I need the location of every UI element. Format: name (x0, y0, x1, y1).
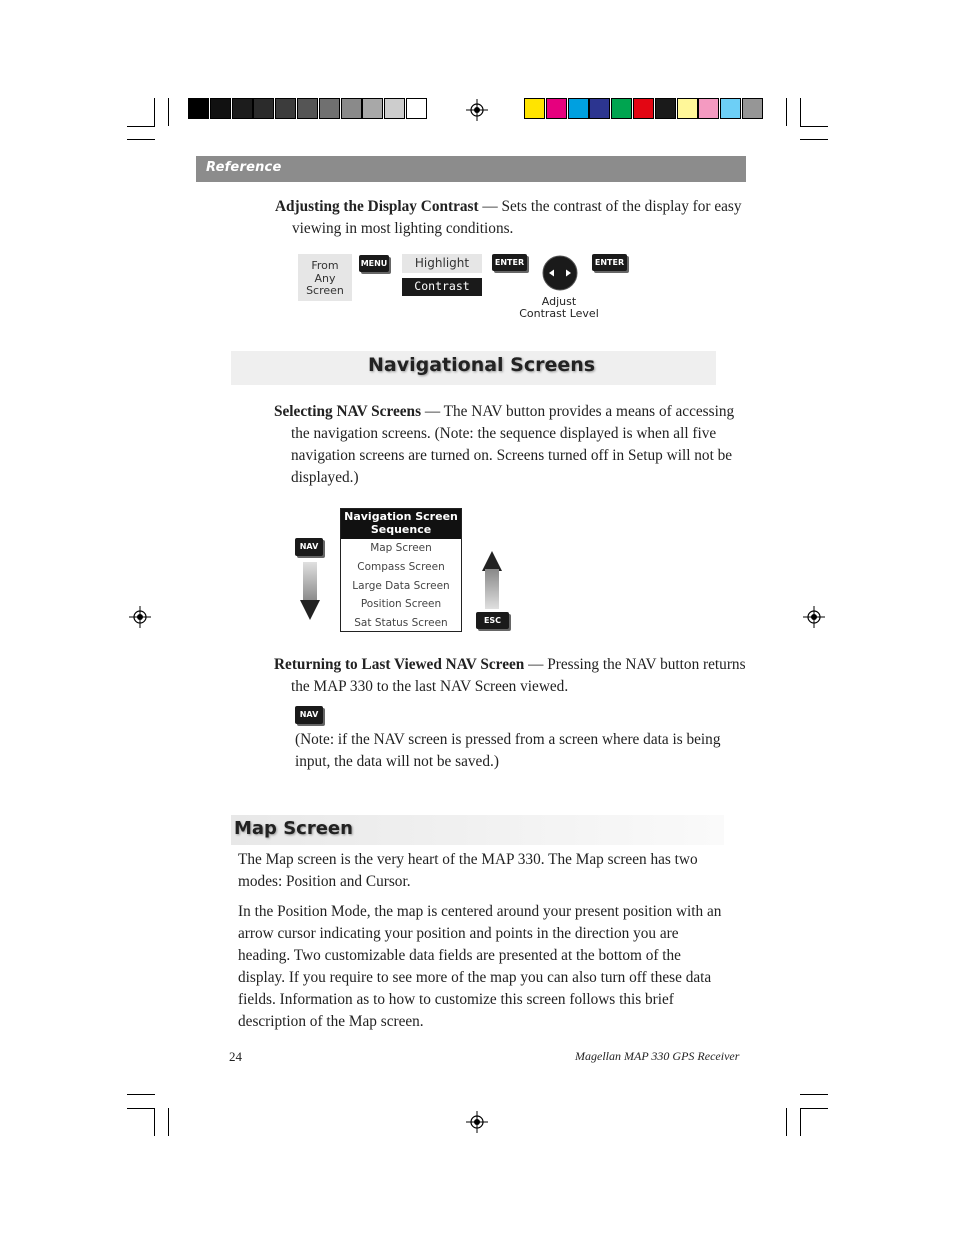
contrast-text: — Sets the contrast of the display for easy viewing in most lighting conditions. (292, 198, 742, 237)
sequence-item-map: Map Screen (370, 542, 432, 554)
enter-key-button[interactable]: ENTER (492, 254, 527, 271)
nav-section-title: Navigational Screens (368, 354, 596, 376)
arrow-up-icon (480, 549, 504, 611)
page-number: 24 (229, 1049, 242, 1064)
sequence-table-header (341, 509, 461, 539)
product-name: Magellan MAP 330 GPS Receiver (575, 1049, 740, 1063)
sequence-header-line: Sequence (370, 522, 432, 536)
gray-swatch (253, 98, 274, 119)
menu-key-button[interactable]: MENU (359, 255, 389, 272)
map-paragraph-2: In the Position Mode, the map is centered around your present position with an arrow cursor indicating your position and points in the direction you are heading. Two customizable data fields are presented at the bottom of the display. If you require to see more of the map you can also turn off these data fields. Information as to how to customize this screen follows this brief description of the Map screen. (238, 903, 722, 1030)
map-section-title: Map Screen (234, 818, 353, 839)
map-paragraph-1: The Map screen is the very heart of the MAP 330. The Map screen has two modes: Position and Cursor. (238, 851, 698, 890)
registration-mark-icon (466, 99, 488, 121)
from-any-screen-box (298, 254, 352, 301)
color-swatch (698, 98, 719, 119)
color-swatch (589, 98, 610, 119)
color-swatch (568, 98, 589, 119)
nav-key-button-2[interactable]: NAV (295, 706, 323, 724)
gray-swatch (341, 98, 362, 119)
registration-mark-icon (129, 606, 151, 628)
color-swatch (611, 98, 632, 119)
sequence-item-sat-status: Sat Status Screen (354, 617, 448, 630)
adjust-label-line: Contrast Level (519, 307, 599, 320)
nav-note: (Note: if the NAV screen is pressed from a screen where data is being input, the data will not be saved.) (295, 731, 721, 770)
from-screen-line: Screen (306, 284, 344, 297)
registration-mark-icon (803, 606, 825, 628)
section-header-label: Reference (206, 160, 282, 175)
gray-swatch (362, 98, 383, 119)
gray-swatch (232, 98, 253, 119)
color-swatch (742, 98, 763, 119)
returning-nav-paragraph (274, 654, 749, 698)
arrow-down-icon (298, 560, 322, 622)
sequence-item-compass: Compass Screen (357, 560, 445, 573)
sequence-header-line: Navigation Screen (344, 510, 458, 523)
from-screen-line: Any (314, 271, 336, 285)
esc-key-button[interactable]: ESC (476, 612, 509, 629)
color-swatch (546, 98, 567, 119)
adjust-contrast-label (510, 296, 608, 320)
gray-swatch (384, 98, 405, 119)
color-swatch (677, 98, 698, 119)
contrast-menu-item[interactable]: Contrast (402, 278, 482, 296)
gray-swatch (319, 98, 340, 119)
returning-nav-text: — Pressing the NAV button returns the MAP 330 to the last NAV Screen viewed. (291, 656, 746, 695)
enter-key-button-2[interactable]: ENTER (592, 254, 627, 271)
gray-swatch (406, 98, 427, 119)
arrow-pad-left-right-icon[interactable] (541, 254, 579, 292)
sequence-item-large-data: Large Data Screen (352, 579, 450, 592)
gray-swatch (188, 98, 209, 119)
color-swatch (633, 98, 654, 119)
highlight-label: Highlight (402, 254, 482, 273)
selecting-nav-text: — The NAV button provides a means of accessing the navigation screens. (Note: the sequence displayed is when all five navigation screens are turned on. Screens turned off in Setup will not be displayed.) (291, 403, 735, 486)
nav-key-button[interactable]: NAV (295, 538, 323, 556)
section-header-bar (196, 156, 746, 182)
contrast-paragraph (275, 196, 752, 240)
gray-swatch (275, 98, 296, 119)
nav-screen-sequence-table (340, 508, 462, 632)
color-swatch (720, 98, 741, 119)
sequence-item-position: Position Screen (360, 598, 442, 611)
gray-swatch (210, 98, 231, 119)
selecting-nav-title: Selecting NAV Screens (274, 403, 422, 420)
color-swatch (655, 98, 676, 119)
returning-nav-title: Returning to Last Viewed NAV Screen (274, 656, 525, 673)
selecting-nav-paragraph (274, 401, 749, 489)
registration-mark-icon (466, 1111, 488, 1133)
gray-swatch (297, 98, 318, 119)
adjust-label-line: Adjust (541, 295, 577, 308)
color-swatch (524, 98, 545, 119)
contrast-title: Adjusting the Display Contrast (275, 198, 479, 215)
from-screen-line: From (311, 259, 339, 272)
